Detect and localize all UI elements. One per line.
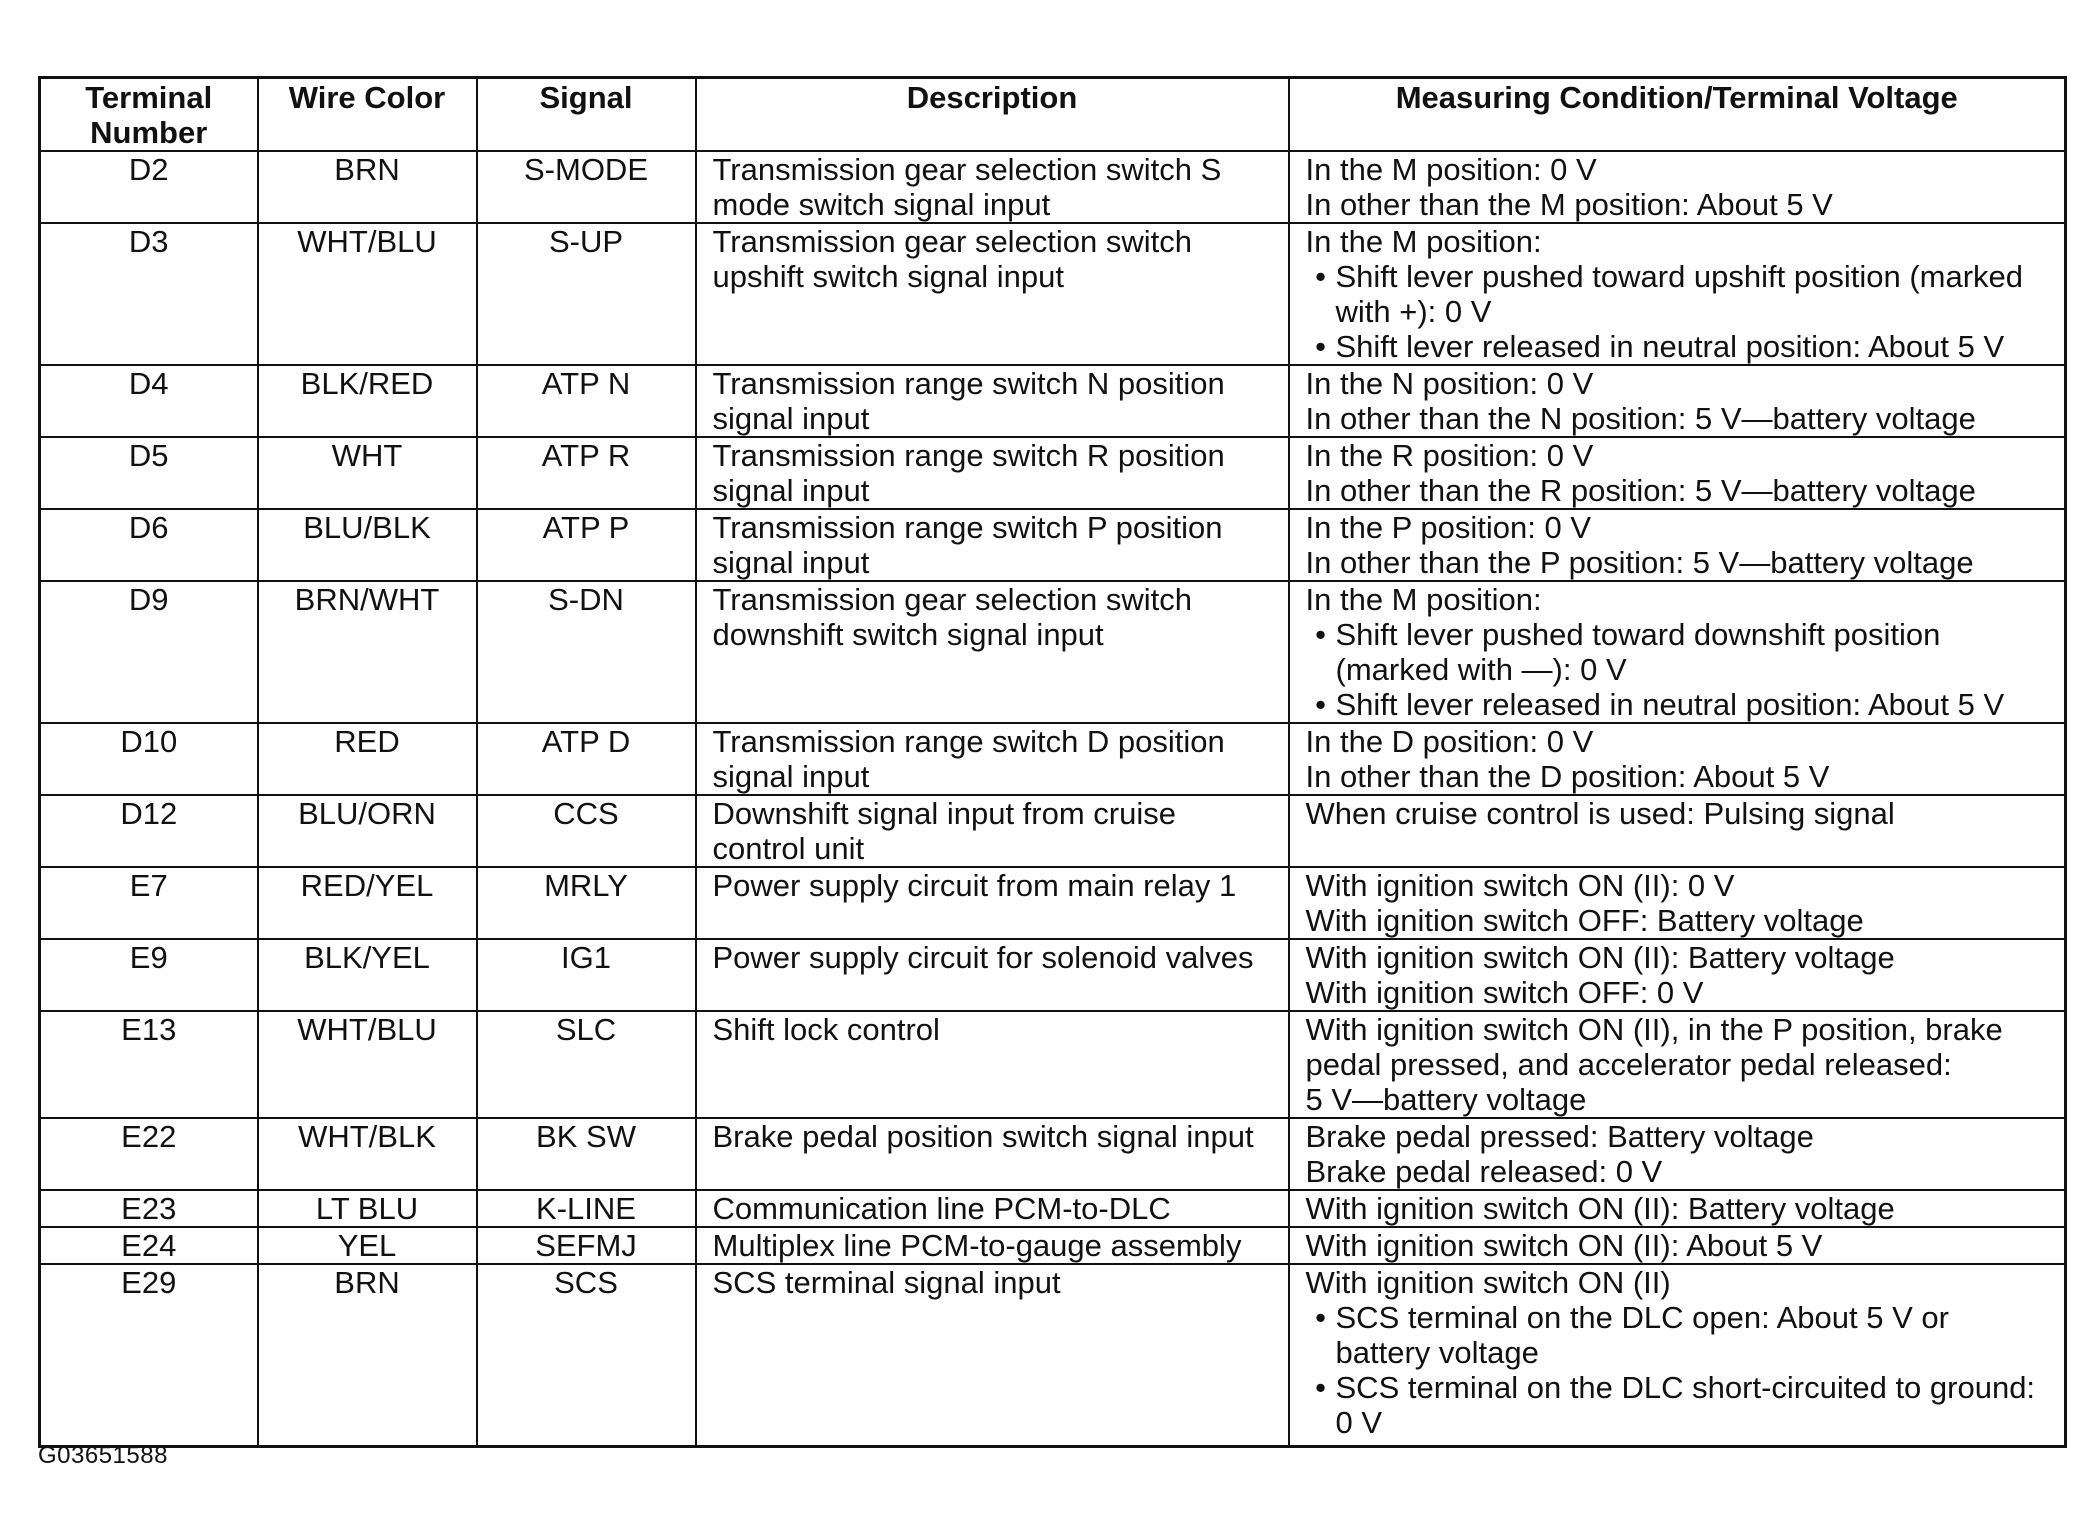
terminal-number-cell: D12 [40, 795, 258, 867]
terminal-number-cell: D3 [40, 223, 258, 365]
table-row [40, 365, 2066, 437]
table-row [40, 1264, 2066, 1446]
condition-line: With ignition switch ON (II): About 5 V [1305, 1228, 1823, 1263]
header-signal: Signal [477, 78, 696, 152]
condition-line: Brake pedal pressed: Battery voltage [1305, 1119, 1814, 1154]
terminal-number-cell: E13 [40, 1011, 258, 1118]
description-cell: SCS terminal signal input [696, 1264, 1289, 1446]
condition-line: In the M position: [1305, 224, 1542, 259]
description-cell: Transmission gear selection switch downshift switch signal input [696, 581, 1289, 723]
description-cell: Communication line PCM-to-DLC [696, 1190, 1289, 1227]
measuring-condition-cell [1289, 223, 2066, 365]
measuring-condition-cell [1289, 1227, 2066, 1264]
description-cell: Transmission gear selection switch S mode switch signal input [696, 151, 1289, 223]
signal-cell: SLC [477, 1011, 696, 1118]
description-cell: Transmission range switch P position signal input [696, 509, 1289, 581]
terminal-number-cell: E29 [40, 1264, 258, 1446]
signal-cell: K-LINE [477, 1190, 696, 1227]
table-body [40, 151, 2066, 1446]
description-cell: Transmission gear selection switch upshift switch signal input [696, 223, 1289, 365]
description-cell: Multiplex line PCM-to-gauge assembly [696, 1227, 1289, 1264]
terminal-number-cell: E22 [40, 1118, 258, 1190]
condition-line: With ignition switch ON (II): Battery voltage [1305, 1191, 1895, 1226]
measuring-condition-cell [1289, 867, 2066, 939]
table-row [40, 223, 2066, 365]
condition-bullet: • SCS terminal on the DLC short-circuited to ground: 0 V [1306, 1370, 2049, 1440]
wire-color-cell: BRN/WHT [258, 581, 477, 723]
condition-line: With ignition switch ON (II): 0 V [1305, 868, 1735, 903]
condition-line: In other than the M position: About 5 V [1305, 187, 1833, 222]
wire-color-cell: BLU/ORN [258, 795, 477, 867]
wire-color-cell: YEL [258, 1227, 477, 1264]
table-row [40, 795, 2066, 867]
table-row [40, 939, 2066, 1011]
header-wire-color: Wire Color [258, 78, 477, 152]
condition-bullet: • SCS terminal on the DLC open: About 5 V or battery voltage [1306, 1300, 2049, 1370]
measuring-condition-cell [1289, 1011, 2066, 1118]
condition-bullet: • Shift lever pushed toward downshift position (marked with —): 0 V [1306, 617, 2049, 687]
condition-bullet: • Shift lever released in neutral position: About 5 V [1306, 329, 2049, 364]
condition-line: With ignition switch ON (II) [1305, 1265, 1671, 1300]
wire-color-cell: WHT [258, 437, 477, 509]
header-row [40, 78, 2066, 152]
condition-bullet: • Shift lever released in neutral position: About 5 V [1306, 687, 2049, 722]
condition-line: With ignition switch ON (II): Battery voltage [1305, 940, 1895, 975]
condition-line: In other than the N position: 5 V—battery voltage [1305, 401, 1976, 436]
condition-line: In the P position: 0 V [1305, 510, 1592, 545]
measuring-condition-cell [1289, 151, 2066, 223]
signal-cell: CCS [477, 795, 696, 867]
table-row [40, 867, 2066, 939]
condition-line: In the R position: 0 V [1305, 438, 1594, 473]
terminal-number-cell: D6 [40, 509, 258, 581]
signal-cell: ATP N [477, 365, 696, 437]
table-row [40, 437, 2066, 509]
measuring-condition-cell [1289, 437, 2066, 509]
condition-line: 5 V—battery voltage [1305, 1082, 1587, 1117]
wire-color-cell: BRN [258, 1264, 477, 1446]
header-terminal-number: Terminal Number [40, 78, 258, 152]
signal-cell: MRLY [477, 867, 696, 939]
description-cell: Power supply circuit for solenoid valves [696, 939, 1289, 1011]
description-cell: Power supply circuit from main relay 1 [696, 867, 1289, 939]
condition-line: With ignition switch OFF: Battery voltage [1305, 903, 1864, 938]
signal-cell: SEFMJ [477, 1227, 696, 1264]
measuring-condition-cell [1289, 723, 2066, 795]
description-cell: Transmission range switch R position signal input [696, 437, 1289, 509]
measuring-condition-cell [1289, 581, 2066, 723]
wire-color-cell: WHT/BLK [258, 1118, 477, 1190]
wire-color-cell: BLK/RED [258, 365, 477, 437]
condition-line: Brake pedal released: 0 V [1305, 1154, 1663, 1189]
condition-bullet: • Shift lever pushed toward upshift position (marked with +): 0 V [1306, 259, 2049, 329]
signal-cell: BK SW [477, 1118, 696, 1190]
signal-cell: S-DN [477, 581, 696, 723]
condition-line: With ignition switch OFF: 0 V [1305, 975, 1704, 1010]
condition-line: In the D position: 0 V [1305, 724, 1594, 759]
condition-line: In the M position: 0 V [1305, 152, 1597, 187]
terminal-voltage-table [38, 76, 2067, 1448]
table-row [40, 581, 2066, 723]
signal-cell: SCS [477, 1264, 696, 1446]
wire-color-cell: BLU/BLK [258, 509, 477, 581]
condition-line: In the M position: [1305, 582, 1542, 617]
wire-color-cell: LT BLU [258, 1190, 477, 1227]
condition-line: In other than the D position: About 5 V [1305, 759, 1830, 794]
terminal-number-cell: D2 [40, 151, 258, 223]
table-row [40, 1118, 2066, 1190]
table-row [40, 151, 2066, 223]
signal-cell: ATP R [477, 437, 696, 509]
measuring-condition-cell [1289, 1190, 2066, 1227]
terminal-table-container [38, 76, 2064, 1448]
terminal-number-cell: E9 [40, 939, 258, 1011]
wire-color-cell: RED [258, 723, 477, 795]
condition-line: When cruise control is used: Pulsing signal [1305, 796, 1895, 831]
table-row [40, 1227, 2066, 1264]
measuring-condition-cell [1289, 795, 2066, 867]
signal-cell: ATP D [477, 723, 696, 795]
description-cell: Shift lock control [696, 1011, 1289, 1118]
description-cell: Transmission range switch D position signal input [696, 723, 1289, 795]
figure-id: G03651588 [38, 1442, 168, 1469]
measuring-condition-cell [1289, 509, 2066, 581]
terminal-number-cell: E7 [40, 867, 258, 939]
table-row [40, 723, 2066, 795]
condition-line: In other than the R position: 5 V—battery voltage [1305, 473, 1976, 508]
terminal-number-cell: D5 [40, 437, 258, 509]
signal-cell: S-UP [477, 223, 696, 365]
wire-color-cell: BLK/YEL [258, 939, 477, 1011]
description-cell: Transmission range switch N position signal input [696, 365, 1289, 437]
description-cell: Brake pedal position switch signal input [696, 1118, 1289, 1190]
signal-cell: ATP P [477, 509, 696, 581]
table-row [40, 509, 2066, 581]
terminal-number-cell: D4 [40, 365, 258, 437]
wire-color-cell: BRN [258, 151, 477, 223]
terminal-number-cell: D9 [40, 581, 258, 723]
description-cell: Downshift signal input from cruise control unit [696, 795, 1289, 867]
condition-line: In the N position: 0 V [1305, 366, 1594, 401]
measuring-condition-cell [1289, 1118, 2066, 1190]
header-measuring-condition: Measuring Condition/Terminal Voltage [1289, 78, 2066, 152]
measuring-condition-cell [1289, 939, 2066, 1011]
condition-line: In other than the P position: 5 V—battery voltage [1305, 545, 1974, 580]
table-row [40, 1190, 2066, 1227]
signal-cell: S-MODE [477, 151, 696, 223]
measuring-condition-cell [1289, 365, 2066, 437]
terminal-number-cell: E23 [40, 1190, 258, 1227]
terminal-number-cell: D10 [40, 723, 258, 795]
terminal-number-cell: E24 [40, 1227, 258, 1264]
header-description: Description [696, 78, 1289, 152]
table-row [40, 1011, 2066, 1118]
wire-color-cell: RED/YEL [258, 867, 477, 939]
condition-line: With ignition switch ON (II), in the P position, brake pedal pressed, and accelerator pedal released: [1305, 1012, 2003, 1082]
measuring-condition-cell [1289, 1264, 2066, 1446]
signal-cell: IG1 [477, 939, 696, 1011]
wire-color-cell: WHT/BLU [258, 223, 477, 365]
wire-color-cell: WHT/BLU [258, 1011, 477, 1118]
